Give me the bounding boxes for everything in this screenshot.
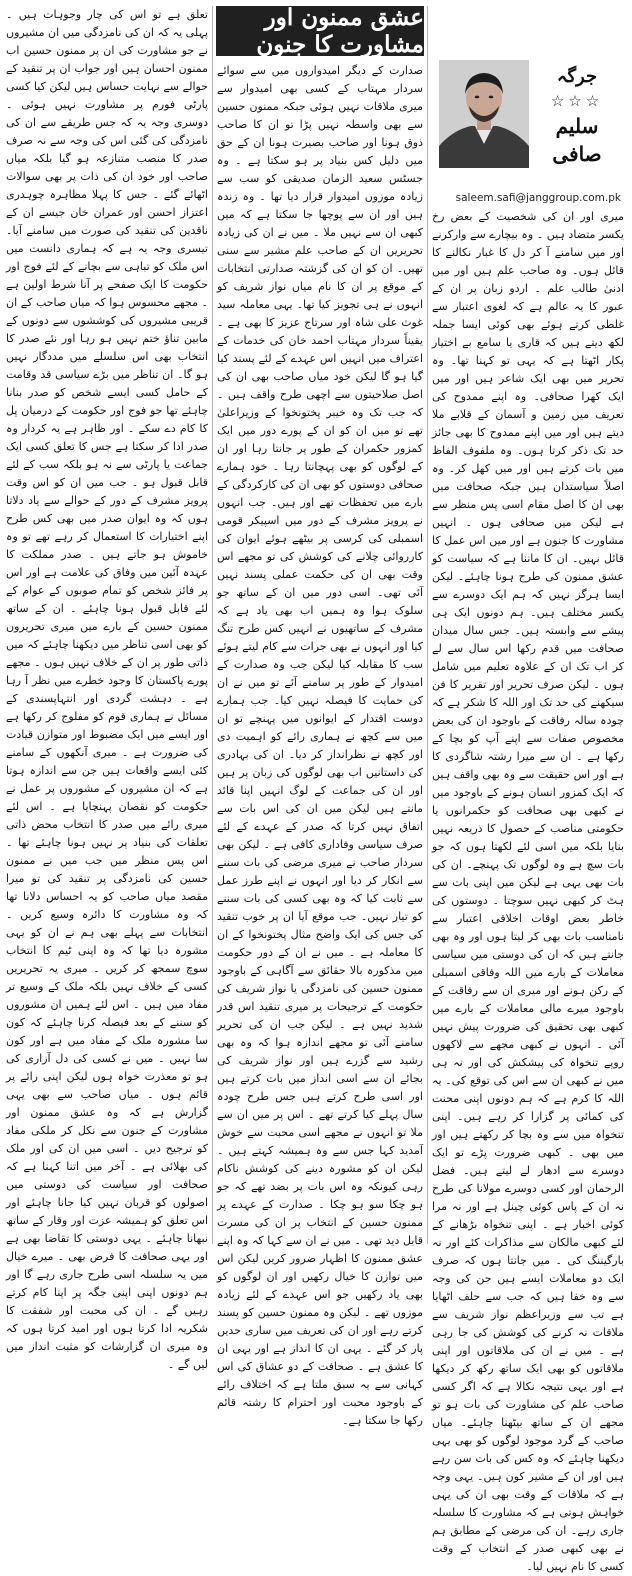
byline-text — [534, 64, 620, 168]
column-divider-left — [212, 6, 213, 1244]
article-text-middle: صدارت کے دیگر امیدواروں میں سے سوائے سردار مہتاب کے کسی بھی امیدوار سے میری ملاقات نہیں ہوئی جبکہ ممنون حسین سے بھی واسطہ نہیں پڑا تو ان کا صاحب ذوق ہونا اور صاحب بصیرت ہونا ان کے حق میں دلیل کس بنیاد پر ہو سکتا ہے ۔ وہ جسٹس سعید الزمان صدیقی کو سب سے زیادہ موزوں امیدوار قرار دیا تھا ۔ وہ زندہ ہیں اور ان سے پوچھا جا سکتا ہے کہ میں کبھی ان سے نہیں ملا ۔ میں نے ان کی زیادہ تحریریں ان کے صاحب علم مشیر سے سنی تھیں۔ ان کو ان کی گزشتہ صدارتی انتخابات کے موقع پر ان کا نام میاں نواز شریف کو انہوں نے ہی تجویز کیا تھا۔ یہی معاملہ سید غوث علی شاہ اور سرتاج عزیز کا بھی ہے ۔ یقیناً سردار مہتاب احمد خان کی خدمات کے اعتراف میں انہیں اس عہدے کے لئے پسند کیا گیا ہو گا لیکن خود میاں صاحب بھی ان کی اصل صلاحیتوں سے اچھی طرح واقف ہیں ۔ کہ جب تک وہ خیبر پختونخوا کے وزیراعلیٰ تھے تو میں ان کو ان کے پورے دور میں ایک کمزور حکمران کے طور پر جانتا رہا اور ان کے لوگوں کو بھی پہچانتا رہا ۔ خود ہمارے صحافی دوستوں کو بھی ان کی کارکردگی کے بارے میں تحفظات تھے اور ہیں۔ جب انہوں نے پرویز مشرف کے دور میں اسپیکر قومی اسمبلی کی کرسی پر بیٹھے ہوئے ایوان کی کارروائی چلانے کی کوشش کی تو مجھے اس وقت بھی ان کی حکمت عملی پسند نہیں آئی تھی۔ اسی دور میں ان کے ساتھ جو سلوک ہوا وہ ہمیں اب بھی یاد ہے کہ مشرف کے ساتھیوں نے انہیں کس طرح تنگ کیا اور انہوں نے بھی جرات سے کام لیتے ہوئے سب کا مقابلہ کیا لیکن جب وہ صدارت کے امیدوار کے طور پر سامنے آئے تو میں نے ان کی حمایت کا فیصلہ نہیں کیا۔ جب ہمارے دوست اقتدار کے ایوانوں میں پہنچے تو ان میں سے کچھ نے ہماری رائے کو اہمیت دی اور کچھ نے نظرانداز کر دیا۔ ان کی بہادری کی داستانیں اب بھی لوگوں کی زبان پر ہیں اور ان کی جماعت کے لوگ انہیں اپنا قائد مانتے ہیں لیکن میں ان کی اس بات سے اتفاق نہیں کرتا کہ صدر کے عہدے کے لئے صرف سیاسی وفاداری کافی ہے ۔ لیکن بھی سردار صاحب نے میری مرضی کی بات سننے سے انکار کر دیا اور انہوں نے اپنے طرز عمل سے ثابت کیا کہ وہ بھی کسی کی بات سننے کو تیار نہیں۔ جب موقع آیا ان پر خوب تنقید کی جس کی ایک واضح مثال پختونخوا کے ان کا معاملہ ہے ۔ میں نے ان کے دور حکومت میں مذکورہ بالا حقائق سے آگاہی کے باوجود ممنون حسین کی نامزدگی یا نواز شریف کی حکومت کے ترجیحات پر میری تنقید اس قدر شدید نہیں ہے ۔ لیکن جب ان کی تحریر سامنے آئی تو مجھے اندازہ ہوا کہ وہ بھی رشید سے گزرے ہیں اور نواز شریف کی بجائے ان سے اسی انداز میں بات کرتے ہیں اور اسی طرح کرتے ہیں جس طرح چودہ سال پہلے کیا کرتے تھے ۔ اس پر میں ان سے ملا تو انہوں نے مجھے اسی محبت سے خوش آمدید کہا جس سے وہ ہمیشہ کہتے ہیں ۔ لیکن ان کو مشورہ دینے کی کوشش ناکام رہی کیونکہ وہ اس بات پر بضد تھے کہ جو ہو چکا سو ہو چکا ۔ صدارت کے عہدے پر ممنون حسین کے انتخاب پر ان کی مسرت قابل دید تھی ۔ میں نے ان سے کہا کہ وہ اپنے عشق ممنون کا اظہار ضرور کریں لیکن اس میں توازن کا خیال رکھیں اور ان لوگوں کو بھی یاد رکھیں جو اس عہدے کے لئے زیادہ موزوں تھے ۔ لیکن وہ ممنون حسین کو پسند کرتے رہے اور ان کی تعریف میں ساری حدیں پار کر گئے ۔ یہی ان کا انداز ہے اور یہی ان کا عشق ہے ۔ صحافت کے دو عشاق کی اس کہانی سے یہ سبق ملتا ہے کہ اختلاف رائے کے باوجود محبت اور احترام کا رشتہ قائم رکھا جا سکتا ہے۔ — [217, 64, 423, 1427]
article-column-middle — [217, 62, 423, 1427]
author-email: saleem.safi@janggroup.com.pk — [455, 192, 621, 204]
author-portrait-image — [439, 60, 529, 168]
article-text-left: تعلق ہے تو اس کی چار وجوہات ہیں ۔ پہلی یہ کہ ان کی نامزدگی میں ان مشیروں نے جو مشاورت کی ان پر ممنون حسین اب ممنون احسان ہیں اور جواب ان پر تنقید کے حوالے سے نہایت حساس ہیں لیکن کیا کسی پارٹی فورم پر مشاورت نہیں ہوئی ۔ دوسری وجہ یہ کہ جس طریقے سے ان کی نامزدگی کی گئی اس کی وجہ سے نہ صرف صدر کا منصب متنازعہ ہو گیا بلکہ میاں صاحب اور خود ان کی ذات پر بھی سوالات اٹھائے گئے ۔ جس کا پہلا مظاہرہ چوہدری اعتزاز احسن اور عمران خان جیسے ان کے ناقدین کی تنقید کی صورت میں سامنے آیا۔ تیسری وجہ یہ ہے کہ ہماری دانست میں اس ملک کو تباہی سے بچانے کے لئے فوج اور حکومت کا ایک صفحے پر آنا شرط اولین ہے ۔ مجھے محسوس ہوا کہ میاں صاحب کے ان قریبی مشیروں کی کوششوں سے دونوں کے مابین تناؤ ختم نہیں ہو رہا اور نئے صدر کا انتخاب بھی اس سلسلے میں مددگار نہیں ہو گا۔ ان تناظر میں بڑے سیاسی قد وقامت کے حامل کسی ایسے شخص کو صدر بنانا چاہئے تھا جو فوج اور حکومت کے درمیان پل کا کام دے سکے ۔ اور ظاہر ہے یہ کردار وہ صدر ادا کر سکتا ہے جس کا تعلق کسی ایک جماعت یا پارٹی سے نہ ہو بلکہ سب کے لئے قابل قبول ہو ۔ جب میں ان کو اس وقت پرویز مشرف کے دور کے حوالے سے یاد دلاتا ہوں کہ وہ ایوان صدر میں بھی کس طرح اپنے اختیارات کا استعمال کر رہے تھے تو وہ خاموش ہو جاتے ہیں ۔ صدر مملکت کا عہدہ آئین میں وفاق کی علامت ہے اور اس پر فائز شخص کو تمام صوبوں کے عوام کے لئے قابل قبول ہونا چاہئے ۔ ان کے ساتھ ممنون حسین کے بارے میں میری تحریروں کو بھی اسی تناظر میں دیکھنا چاہئے کہ میں ذاتی طور پر ان کے خلاف نہیں ہوں ۔ مجھے پورے پاکستان کا وجود خطرے میں نظر آ رہا ہے ۔ دہشت گردی اور انتہاپسندی کے مسائل نے ہماری قوم کو مفلوج کر رکھا ہے اور ایسے میں ایک مضبوط اور متوازن قیادت کی ضرورت ہے ۔ میری آنکھوں کے سامنے کئی ایسے واقعات ہیں جن سے اندازہ ہوتا ہے کہ ان مشیروں کے مشوروں پر عمل نے حکومت کو نقصان پہنچایا ہے ۔ اس لئے میری رائے میں صدر کا انتخاب محض ذاتی تعلقات کی بنیاد پر نہیں ہونا چاہئے تھا ۔ اس پس منظر میں جب میں نے ممنون حسین کی نامزدگی پر تنقید کی تو میرا مقصد میاں صاحب کو یہ احساس دلانا تھا کہ وہ مشاورت کا دائرہ وسیع کریں ۔ انتخابات سے پہلے بھی ہم نے ان کو یہی مشورہ دیا تھا کہ وہ اپنی ٹیم کا انتخاب سوچ سمجھ کر کریں ۔ میری یہ تحریریں کسی کے خلاف نہیں بلکہ ملک کے وسیع تر مفاد میں ہیں ۔ اس لئے ہمیں ان مشوروں کو سننے کے بعد فیصلہ کرنا چاہئے کہ کون سا مشورہ ملک کے مفاد میں ہے اور کون سا نہیں ۔ میں نے کسی کی دل آزاری کی ہو تو معذرت خواہ ہوں لیکن اپنی رائے پر قائم ہوں ۔ میاں صاحب سے بھی یہی گزارش ہے کہ وہ عشق ممنون اور مشاورت کے جنون سے نکل کر ملکی مفاد کو ترجیح دیں ۔ اسی میں ان کی اور ملک کی بھلائی ہے ۔ آخر میں اتنا کہنا ہے کہ صحافت اور سیاست کی دوستی میں اصولوں کو قربان نہیں کیا جانا چاہئے اور اس تعلق کو ہمیشہ عزت اور وقار کے ساتھ نبھانا چاہئے ۔ یہی دوستی کا تقاضا بھی ہے اور یہی صحافت کا فرض بھی ۔ میرے خیال میں یہ سلسلہ اسی طرح جاری رہے گا اور ہم دونوں اپنی اپنی جگہ پر اپنا کام کرتے رہیں گے ۔ ان کی محبت اور شفقت کا شکریہ ادا کرتا ہوں اور امید کرتا ہوں کہ وہ میری ان گزارشات کو مثبت انداز میں لیں گے ۔ — [6, 8, 208, 1371]
column-divider-right — [427, 6, 428, 1244]
article-column-left — [6, 6, 208, 1371]
author-byline-box — [431, 56, 624, 204]
star-icons: ☆☆☆ — [550, 92, 604, 110]
article-text-right: میری اور ان کی شخصیت کے بعض رخ یکسر متضاد ہیں ۔ وہ بیچارے سے وارکرنے اور میں سامنے آ کر دل کا غبار نکالنے کا قائل ہوں۔ وہ صاحب علم ہیں اور میں ادنیٰ طالب علم ۔ اردو زبان پر ان کے عبور کا یہ عالم ہے کہ لغوی اعتبار سے غلطی کرتے ہوئے بھی کوئی ایسا جملہ لکھ دیتے ہیں کہ قاری یا سامع بے اختیار پکار اٹھتا ہے کہ یہی تو کہنا تھا۔ وہ تحریر میں بھی ایک شاعر ہیں اور میں ایک کھرا صحافی۔ وہ اپنے ممدوح کی تعریف میں زمین و آسمان کے قلابے ملا دیتے ہیں اور میں اپنے ممدوح کا بھی جائز حد تک ذکر کرتا ہوں۔ وہ ملفوف الفاظ میں بات کرتے ہیں اور میں کھل کر۔ وہ اصلاً سیاستدان ہیں جبکہ صحافت میں بھی ان کا اصل مقام اسی پس منظر سے ہے لیکن میں صحافی ہوں ۔ انہیں مشاورت کا جنون ہے اور میں اس عمل کا قائل نہیں۔ ان کا ماننا ہے کہ سیاست کو عشق ممنون کی طرح ہونا چاہئے۔ لیکن ایسا ہرگز نہیں کہ ہم ایک دوسرے سے یکسر مختلف ہیں۔ ہم دونوں ایک ہی پیشے سے وابستہ ہیں۔ جس سال میدان صحافت میں قدم رکھا اس سال سے لے کر اب تک ان کے علاوہ تعلیم میں شامل ہوں ۔ لیکن صرف تحریر اور تقریر کا فن سیکھنے کی حد تک اور اللہ کا شکر ہے کہ چودہ سالہ رفاقت کے باوجود ان کی بعض مخصوص صفات سے اپنے آپ کو بچا کے رکھا ہے ۔ ان سے میرا رشتہ شاگردی کا ہے اور اس حقیقت سے وہ بھی واقف ہیں کہ ایک کمزور انسان ہونے کے باوجود میں نے کبھی بھی صحافت کو حکمرانوں یا حکومتی مناصب کے حصول کا ذریعہ نہیں بنایا بلکہ میں اسی لئے لکھتا ہوں کہ جو بات سچ ہے وہ لوگوں تک پہنچے۔ ان کی بات بھی یہی ہے لیکن میں اپنی بات سے ہٹ کر کبھی نہیں سوچتا ۔ دوستوں کی خاطر بعض اوقات اخلاقی اعتبار سے نامناسب بات بھی کر لیتا ہوں اور وہ بھی جانتے ہیں کہ ان کی دوستی میں سیاسی معاملات کے بارے میں اللہ وفاقی اسمبلی کے رکن ہونے اور میری ان سے رفاقت کے باوجود میرے مالی معاملات کے بارے میں کبھی بھی تحقیق کی ضرورت پیش نہیں آئی ۔ انہوں نے کبھی مجھے سے لاکھوں روپے تنخواہ کی پیشکش کی اور نہ ہی میں نے کبھی ان سے اس کی توقع کی۔ یہ اللہ کا کرم ہے کہ ہم دونوں اپنی محنت کی کمائی پر گزارا کر رہے ہیں۔ اپنی تنخواہ میں سے وہ بچا کر رکھتے ہیں اور میں بھی ۔ کبھی ضرورت پڑے تو ایک دوسرے سے ادھار لے لیتے ہیں۔ فضل الرحمان اور کسی دوسرے مولانا کی طرح نہ ان کے پاس کوئی چینل ہے اور نہ مرا کوئی اخبار ہے ۔ اپنی تنخواہ بڑھانے کے لئے کبھی مالکان سے مذاکرات کئے اور نہ بارگیننگ کی ۔ میں جانتا ہوں کہ صرف ایک دو معاملات ایسے ہیں جن کی وجہ سے وہ خفا ہیں کہ جب سے حلف اٹھایا ہے تب سے وزیراعظم نواز شریف سے ملاقات نہ کرنے کی کوشش کی جا رہی ہے ۔ میں نے ان کی ملاقاتوں اور اپنی ملاقاتوں کو بھی ایک ساتھ رکھ کر دیکھا ہے اور یہی نتیجہ نکالا ہے کہ اگر کسی صاحب علم کی مشاورت کی بات ہو تو مجھے ان کے ساتھ بیٹھنا چاہئے۔ میاں صاحب کے گرد موجود لوگوں کو بھی یہی دیکھنا چاہئے کہ وہ کس کی بات سن رہے ہیں اور ان کے مشیر کون ہیں۔ یہی وجہ ہے کہ ملاقات کے وقت بھی ان کی یہی خواہش ہوتی ہے کہ مشاورت کا سلسلہ جاری رہے۔ ان کی مرضی کے مطابق ہم نے بھی کبھی صدر کے انتخاب کے وقت کسی کا نام نہیں لیا۔ — [432, 210, 624, 1573]
article-column-right — [432, 208, 624, 1573]
author-name: سلیم صافی — [552, 114, 602, 166]
column-name: جرگہ — [556, 66, 598, 87]
headline: عشق ممنون اور مشاورت کا جنون — [216, 6, 424, 56]
author-photo — [439, 60, 529, 168]
